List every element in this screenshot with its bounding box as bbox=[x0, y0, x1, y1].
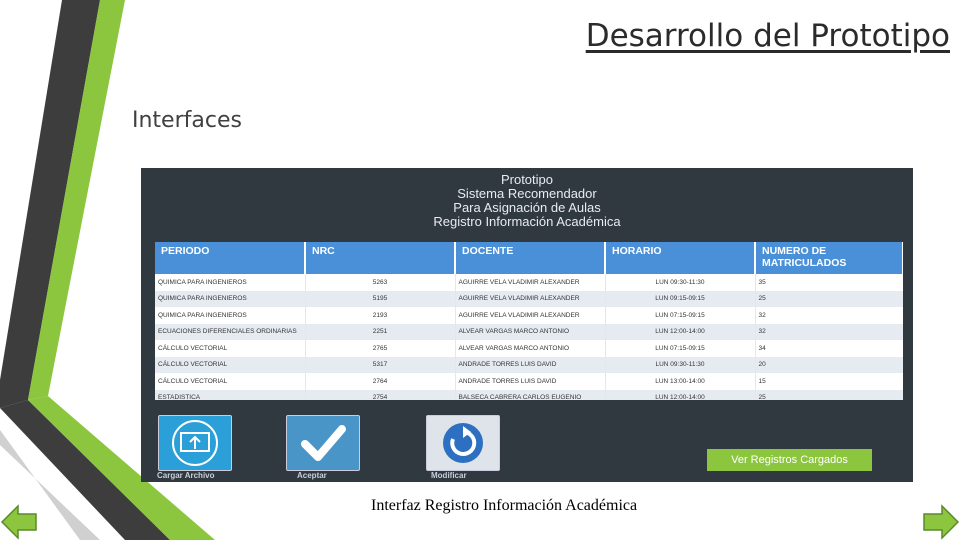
table-cell-horario: LUN 12:00-14:00 bbox=[605, 324, 755, 341]
upload-button-label[interactable]: Cargar Archivo bbox=[157, 471, 215, 480]
slide-subtitle: Interfaces bbox=[132, 108, 242, 133]
slide-title: Desarrollo del Prototipo bbox=[585, 18, 950, 54]
arrow-left-icon[interactable] bbox=[0, 504, 40, 540]
table-cell-periodo: QUIMICA PARA INGENIEROS bbox=[155, 274, 305, 291]
table-row[interactable] bbox=[155, 274, 903, 291]
table-row[interactable] bbox=[155, 390, 903, 401]
table-cell-matriculados: 25 bbox=[755, 390, 903, 401]
table-cell-docente: ALVEAR VARGAS MARCO ANTONIO bbox=[455, 340, 605, 357]
table-cell-periodo: CÁLCULO VECTORIAL bbox=[155, 340, 305, 357]
table-cell-docente: AGUIRRE VELA VLADIMIR ALEXANDER bbox=[455, 307, 605, 324]
table-cell-periodo: QUIMICA PARA INGENIEROS bbox=[155, 307, 305, 324]
table-cell-periodo: CÁLCULO VECTORIAL bbox=[155, 373, 305, 390]
table-cell-horario: LUN 12:00-14:00 bbox=[605, 390, 755, 401]
table-cell-matriculados: 35 bbox=[755, 274, 903, 291]
table-cell-periodo: QUIMICA PARA INGENIEROS bbox=[155, 291, 305, 308]
table-row[interactable] bbox=[155, 340, 903, 357]
app-header bbox=[141, 173, 913, 229]
checkmark-icon bbox=[287, 416, 359, 470]
table-cell-matriculados: 34 bbox=[755, 340, 903, 357]
app-header-line: Prototipo bbox=[500, 172, 554, 187]
table-cell-horario: LUN 09:30-11:30 bbox=[605, 274, 755, 291]
table-row[interactable] bbox=[155, 307, 903, 324]
table-row[interactable] bbox=[155, 357, 903, 374]
column-header-horario[interactable]: HORARIO bbox=[605, 242, 755, 274]
table-cell-matriculados: 20 bbox=[755, 357, 903, 374]
accept-button[interactable] bbox=[286, 415, 360, 471]
records-table bbox=[155, 242, 903, 400]
table-cell-periodo: CÁLCULO VECTORIAL bbox=[155, 357, 305, 374]
app-window bbox=[141, 168, 913, 482]
accept-button-label[interactable]: Aceptar bbox=[297, 471, 327, 480]
table-cell-docente: AGUIRRE VELA VLADIMIR ALEXANDER bbox=[455, 291, 605, 308]
table-cell-horario: LUN 09:15-09:15 bbox=[605, 291, 755, 308]
table-cell-horario: LUN 13:00-14:00 bbox=[605, 373, 755, 390]
table-cell-nrc: 5195 bbox=[305, 291, 455, 308]
table-cell-periodo: ESTADISTICA bbox=[155, 390, 305, 401]
column-header-nrc[interactable]: NRC bbox=[305, 242, 455, 274]
table-cell-nrc: 5317 bbox=[305, 357, 455, 374]
table-cell-nrc: 2764 bbox=[305, 373, 455, 390]
table-cell-nrc: 2765 bbox=[305, 340, 455, 357]
table-cell-docente: BALSECA CABRERA CARLOS EUGENIO bbox=[455, 390, 605, 401]
column-header-matriculados[interactable]: NUMERO DE MATRICULADOS bbox=[755, 242, 903, 274]
arrow-right-icon[interactable] bbox=[920, 504, 960, 540]
table-cell-docente: ANDRADE TORRES LUIS DAVID bbox=[455, 357, 605, 374]
column-header-docente[interactable]: DOCENTE bbox=[455, 242, 605, 274]
slide-caption: Interfaz Registro Información Académica bbox=[371, 497, 638, 514]
table-cell-nrc: 2251 bbox=[305, 324, 455, 341]
table-cell-matriculados: 32 bbox=[755, 324, 903, 341]
table-cell-docente: AGUIRRE VELA VLADIMIR ALEXANDER bbox=[455, 274, 605, 291]
app-header-line: Registro Información Académica bbox=[433, 214, 621, 229]
table-cell-nrc: 5263 bbox=[305, 274, 455, 291]
table-cell-matriculados: 15 bbox=[755, 373, 903, 390]
table-header-row bbox=[155, 242, 903, 274]
table-cell-horario: LUN 09:30-11:30 bbox=[605, 357, 755, 374]
view-records-button[interactable]: Ver Registros Cargados bbox=[707, 449, 872, 471]
table-cell-matriculados: 25 bbox=[755, 291, 903, 308]
refresh-icon bbox=[427, 416, 499, 470]
table-cell-matriculados: 32 bbox=[755, 307, 903, 324]
table-cell-docente: ANDRADE TORRES LUIS DAVID bbox=[455, 373, 605, 390]
table-cell-periodo: ECUACIONES DIFERENCIALES ORDINARIAS bbox=[155, 324, 305, 341]
table-cell-horario: LUN 07:15-09:15 bbox=[605, 307, 755, 324]
table-cell-docente: ALVEAR VARGAS MARCO ANTONIO bbox=[455, 324, 605, 341]
upload-button[interactable] bbox=[158, 415, 232, 471]
table-cell-nrc: 2754 bbox=[305, 390, 455, 401]
table-row[interactable] bbox=[155, 324, 903, 341]
app-header-line: Para Asignación de Aulas bbox=[453, 200, 601, 215]
table-cell-horario: LUN 07:15-09:15 bbox=[605, 340, 755, 357]
app-header-line: Sistema Recomendador bbox=[457, 186, 597, 201]
modify-button[interactable] bbox=[426, 415, 500, 471]
modify-button-label[interactable]: Modificar bbox=[431, 471, 467, 480]
records-table-container[interactable] bbox=[155, 242, 903, 400]
table-cell-nrc: 2193 bbox=[305, 307, 455, 324]
table-row[interactable] bbox=[155, 291, 903, 308]
upload-icon bbox=[159, 416, 231, 470]
column-header-periodo[interactable]: PERIODO bbox=[155, 242, 305, 274]
table-row[interactable] bbox=[155, 373, 903, 390]
